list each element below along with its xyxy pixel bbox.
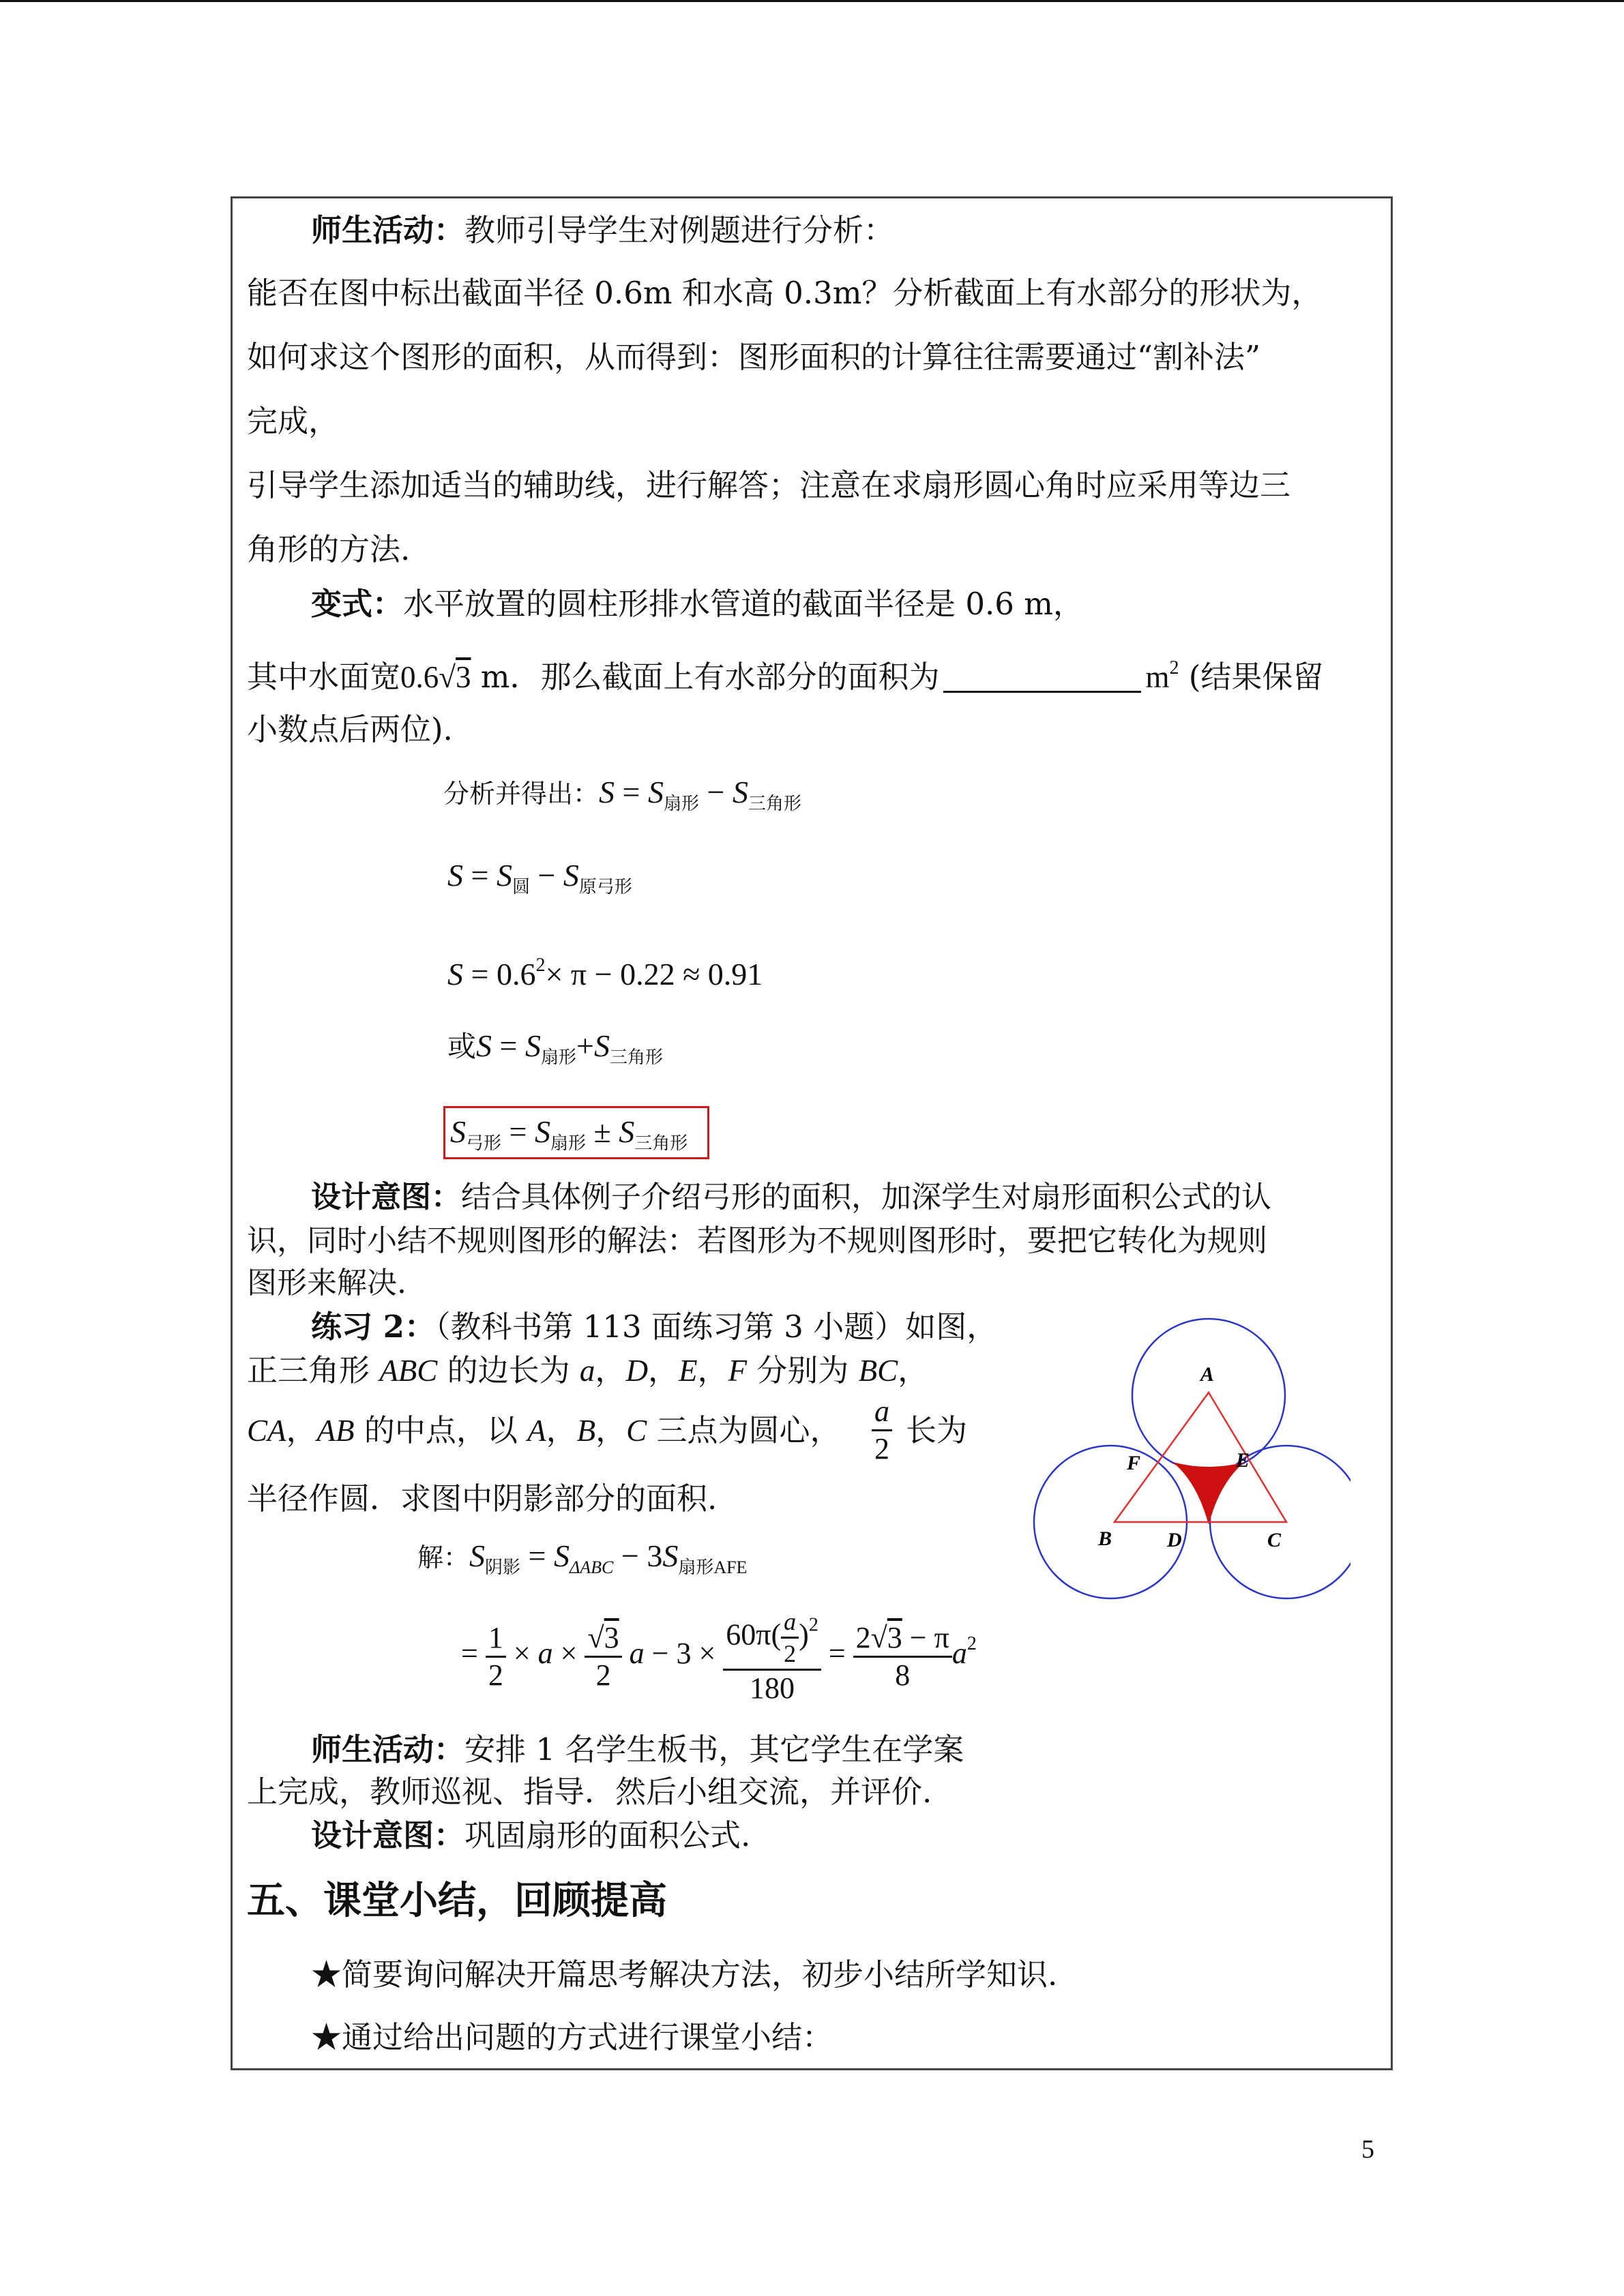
design-intent-2-text: 巩固扇形的面积公式. [464,1817,751,1853]
sol-sub2: ΔABC [569,1557,614,1577]
sol-coef: 3 [647,1538,663,1573]
analysis-lead: 分析并得出： [443,779,600,809]
formula-2: $S = S_圆 - S_{原弓形}$ [447,858,632,897]
num-frac-n: a [781,1609,799,1639]
circle-a [1132,1319,1285,1472]
ex2-f: D [625,1354,648,1388]
teacher-activity-label: 师生活动： [311,212,465,248]
f3-exp: 2 [535,955,546,976]
design-intent-2-label: 设计意图： [311,1817,465,1853]
ex3-i: C [626,1414,647,1448]
ex2-h: E [678,1354,698,1388]
teacher-activity-line [311,210,894,251]
ex2-g: ， [647,1352,679,1388]
circles-triangle-figure [1030,1308,1350,1608]
bullet-2: ★通过给出问题的方式进行课堂小结： [311,2019,833,2055]
ex3-d: 的中点，以 [354,1412,528,1448]
analysis-line-4: 引导学生添加适当的辅助线，进行解答；注意在求扇形圆心角时应采用等边三 [247,467,1291,503]
f2-sub1: 圆 [512,877,530,897]
width-value: 0.6√3 [400,660,471,694]
analysis-line-5: 角形的方法. [247,531,411,567]
f1-sub1: 扇形 [663,794,699,814]
label-e: E [1236,1449,1250,1472]
exercise-line-3 [247,1410,840,1451]
num-frac-d: 2 [784,1640,797,1667]
f5-sub1: 弓形 [466,1133,502,1153]
formula-3: $S = 0.6^2\times \pi - 0.22 \approx 0.91$ [447,955,763,992]
label-c: C [1267,1529,1282,1551]
width-radicand: 3 [455,660,471,694]
sol-sub1: 阴影 [485,1557,521,1577]
teacher-activity-text: 教师引导学生对例题进行分析： [464,212,895,248]
design-intent-1-line-2: 识，同时小结不规则图形的解法：若图形为不规则图形时，要把它转化为规则 [247,1223,1267,1258]
ex2-k: 分别为 [746,1352,859,1388]
activity-2-line-2: 上完成，教师巡视、指导．然后小组交流，并评价. [247,1774,932,1810]
sol-sub3: 扇形AFE [678,1557,748,1577]
f4-sub2: 三角形 [609,1047,663,1067]
design-intent-1-line-3: 图形来解决. [247,1266,407,1300]
solution-line-2: = $\frac{1}{2}$ × a × $\frac{√3}{2}$ a − 3 × 60π( $\frac{a}{2}$ )$^2$ 180 = $\frac{2√3 - \pi}{8}$ $a^2$ [461,1608,977,1705]
width-number: 0.6 [400,660,439,694]
f5-sub2: 扇形 [550,1133,586,1153]
ex2-l: BC [858,1354,898,1388]
ex2-a: 正三角形 [247,1352,380,1388]
exercise-line-4: 半径作圆．求图中阴影部分的面积. [247,1480,718,1517]
variant-line-2 [247,648,1323,698]
f2-sub2: 原弓形 [578,877,632,897]
exercise-line-2 [247,1350,928,1391]
label-a: A [1200,1363,1215,1386]
exercise-label: 练习 2： [311,1309,435,1345]
ex2-b: ABC [379,1354,438,1388]
bullet-1: ★简要询问解决开篇思考解决方法，初步小结所学知识. [311,1956,1058,1993]
ex3-a: CA [247,1414,286,1448]
ex3-h: ， [595,1412,627,1448]
section-5-heading: 五、课堂小结，回顾提高 [247,1878,667,1923]
res-n-rad: 3 [887,1620,902,1654]
variant-line-1 [311,584,1084,625]
f4-pre: 或 [447,1030,477,1063]
figure-circles [1034,1319,1350,1598]
f5-sub3: 三角形 [634,1133,688,1153]
den: 180 [750,1671,795,1705]
ex2-e: ， [595,1352,626,1388]
half-d: 2 [488,1658,503,1692]
variant-text-b: m．那么截面上有水部分的面积为 [471,659,940,695]
ex3-b: ， [286,1412,317,1448]
f4-sub1: 扇形 [540,1047,576,1067]
frac-a: a [872,1397,892,1431]
solution-line-1: 解：$S_{阴影} = S_{\Delta ABC} - 3S_{扇形AFE}$ [417,1538,748,1577]
r3-d: 2 [595,1658,611,1692]
activity-2-text-1: 安排 1 名学生板书，其它学生在学案 [464,1731,964,1768]
variant-text: 水平放置的圆柱形排水管道的截面半径是 0.6 m， [403,586,1084,622]
design-intent-text-1: 结合具体例子介绍弓形的面积，加深学生对扇形面积公式的认 [461,1180,1271,1214]
res-exp: 2 [966,1633,977,1655]
frac-2: 2 [874,1432,889,1465]
exercise-line-3-end: 长为 [906,1412,968,1448]
exercise-text-1: （教科书第 113 面练习第 3 小题）如图， [434,1309,998,1345]
activity-2-line-1 [311,1729,964,1770]
variant-label: 变式： [311,586,404,622]
ex2-m: ， [898,1352,929,1388]
ex2-j: F [728,1354,747,1388]
num-a: 60π( [726,1617,782,1652]
half-n: 1 [486,1623,506,1658]
label-b: B [1098,1527,1112,1550]
ex3-c: AB [316,1414,355,1448]
ex2-c: 的边长为 [437,1352,580,1388]
ex3-j: 三点为圆心， [647,1412,841,1448]
design-intent-2-line [311,1815,750,1856]
a-over-2-fraction [872,1397,892,1464]
f3-a: 0.6 [496,957,536,992]
unit-exp: 2 [1169,657,1179,679]
num-exp: 2 [808,1614,818,1636]
ex2-d: a [579,1354,595,1388]
activity-2-label: 师生活动： [311,1731,465,1768]
design-intent-label: 设计意图： [311,1180,461,1214]
unit [1145,657,1179,694]
ex3-e: A [527,1414,546,1448]
analysis-line-2: 如何求这个图形的面积，从而得到：图形面积的计算往往需要通过“割补法” [247,339,1261,375]
formula-1: 分析并得出：$S = S_{扇形} - S_{三角形}$ [443,775,801,814]
label-d: D [1167,1529,1182,1551]
page-number: 5 [1361,2135,1374,2164]
ex3-g: B [576,1414,596,1448]
variant-line-3: 小数点后两位). [247,711,453,747]
variant-text-c: (结果保留 [1188,659,1324,695]
shaded-region [1172,1462,1245,1525]
exercise-line-1 [311,1307,997,1347]
f1-sub2: 三角形 [748,794,801,814]
design-intent-1-line-1 [311,1177,1271,1218]
formula-5: $S_{弓形} = S_{扇形} \pm S_{三角形}$ [450,1114,688,1153]
solution-lead: 解： [417,1542,470,1572]
page-top-rule [0,0,1624,2]
f3-b: × π − 0.22 ≈ 0.91 [545,957,763,992]
answer-blank[interactable] [943,661,1141,693]
analysis-line-3: 完成， [247,403,340,439]
ex3-f: ， [546,1412,577,1448]
unit-m: m [1145,660,1170,694]
formula-4: 或$S = S_{扇形}+S_{三角形}$ [447,1028,663,1067]
res-n-b: − π [902,1620,949,1654]
res-n-a: 2 [855,1620,871,1654]
ex2-i: ， [697,1352,728,1388]
res-d: 8 [895,1658,911,1692]
label-f: F [1127,1452,1141,1474]
analysis-line-1: 能否在图中标出截面半径 0.6m 和水高 0.3m？分析截面上有水部分的形状为， [247,275,1323,311]
r3-n: 3 [604,1620,619,1654]
variant-text-a: 其中水面宽 [247,659,401,695]
